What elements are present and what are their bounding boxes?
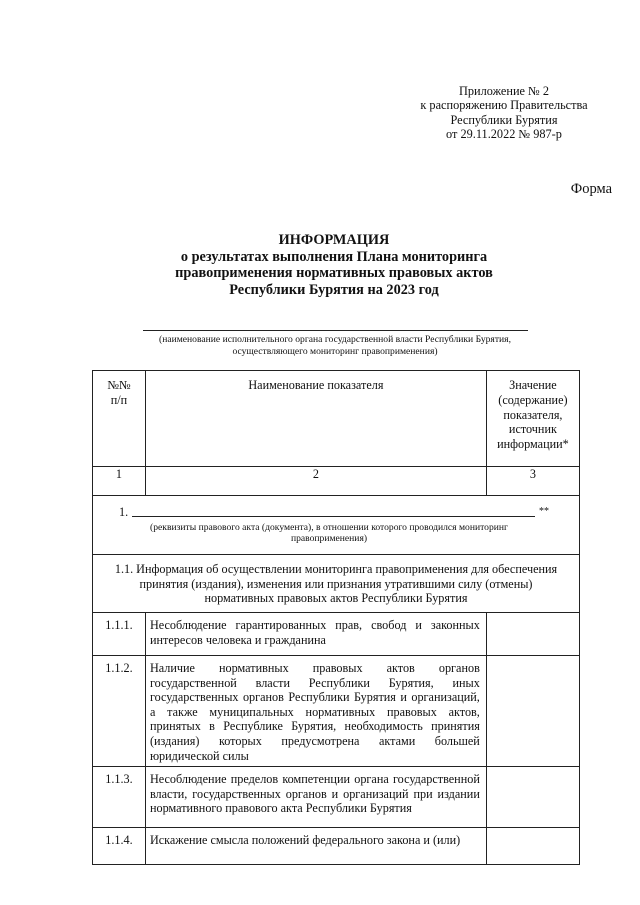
row-indicator: Несоблюдение гарантированных прав, свобод и законных интересов человека и гражданина — [145, 613, 486, 656]
org-name-caption — [110, 334, 560, 358]
header-num-line: №№ — [107, 378, 131, 392]
table-header-row — [93, 371, 580, 467]
header-name: Наименование показателя — [145, 371, 486, 467]
act-caption-line: (реквизиты правового акта (документа), в отношении которого проводился мониторинг — [150, 521, 508, 533]
form-label: Форма — [570, 181, 612, 197]
row-number: 1.1.2. — [93, 656, 146, 767]
table-row — [93, 828, 580, 865]
header-value-line: (содержание) — [498, 392, 568, 407]
act-footnote-mark: ** — [539, 506, 549, 517]
title-line: о результатах выполнения Плана мониторинга — [180, 248, 488, 265]
header-num-line: п/п — [110, 392, 128, 407]
act-caption — [105, 522, 571, 545]
header-value-line: показателя, — [503, 407, 563, 422]
header-value — [486, 371, 579, 467]
col-number: 3 — [486, 467, 579, 496]
col-number: 1 — [93, 467, 146, 496]
act-row — [93, 496, 580, 555]
title-line: Республики Бурятия на 2023 год — [229, 281, 439, 298]
table-row — [93, 613, 580, 656]
appendix-line: к распоряжению Правительства — [420, 98, 588, 113]
appendix-line: Приложение № 2 — [458, 84, 550, 98]
act-line — [105, 505, 571, 520]
title-line: правоприменения нормативных правовых актов — [175, 265, 493, 282]
appendix-line: от 29.11.2022 № 987-р — [446, 126, 562, 141]
row-number: 1.1.3. — [93, 767, 146, 828]
row-indicator: Наличие нормативных правовых актов органов государственной власти Республики Бурятия, иных государственных органов Республики Бурятия и организаций, а также муниципальных нормативных правовых актов, принятых в Республике Бурятия, необходимость принятия (издания) которых предусмотрена актами большей юридической силы — [145, 656, 486, 767]
title-line: ИНФОРМАЦИЯ — [278, 232, 390, 248]
act-fill-line — [132, 516, 535, 517]
row-indicator: Искажение смысла положений федерального закона и (или) — [145, 828, 486, 865]
table-row — [93, 656, 580, 767]
document-title — [60, 232, 608, 298]
row-number: 1.1.1. — [93, 613, 146, 656]
column-numbers-row — [93, 467, 580, 496]
header-num — [93, 371, 146, 467]
header-value-line: источник — [508, 422, 557, 437]
table-row — [93, 767, 580, 828]
section-heading — [93, 555, 580, 613]
section-line: принятия (издания), изменения или признания утратившими силу (отмены) — [139, 576, 533, 591]
org-name-underline — [143, 330, 528, 331]
row-indicator: Несоблюдение пределов компетенции органа государственной власти, государственных органов и организаций при издании нормативного правового акта Республики Бурятия — [145, 767, 486, 828]
section-row — [93, 555, 580, 613]
row-value — [486, 656, 579, 767]
col-number: 2 — [145, 467, 486, 496]
section-line: 1.1. Информация об осуществлении мониторинга правоприменения для обеспечения — [114, 562, 558, 576]
row-number: 1.1.4. — [93, 828, 146, 865]
act-number: 1. — [119, 505, 129, 519]
section-line: нормативных правовых актов Республики Бурятия — [204, 591, 468, 606]
row-value — [486, 613, 579, 656]
act-caption-line: правоприменения) — [290, 533, 368, 545]
row-value — [486, 767, 579, 828]
appendix-block — [380, 84, 628, 141]
row-value — [486, 828, 579, 865]
caption-line: осуществляющего мониторинг правоприменения) — [232, 346, 438, 357]
header-value-line: информации* — [497, 437, 569, 452]
act-cell — [93, 496, 580, 555]
header-value-line: Значение — [509, 378, 557, 392]
appendix-line: Республики Бурятия — [450, 112, 558, 127]
indicators-table — [92, 370, 580, 865]
caption-line: (наименование исполнительного органа государственной власти Республики Бурятия, — [159, 334, 511, 345]
